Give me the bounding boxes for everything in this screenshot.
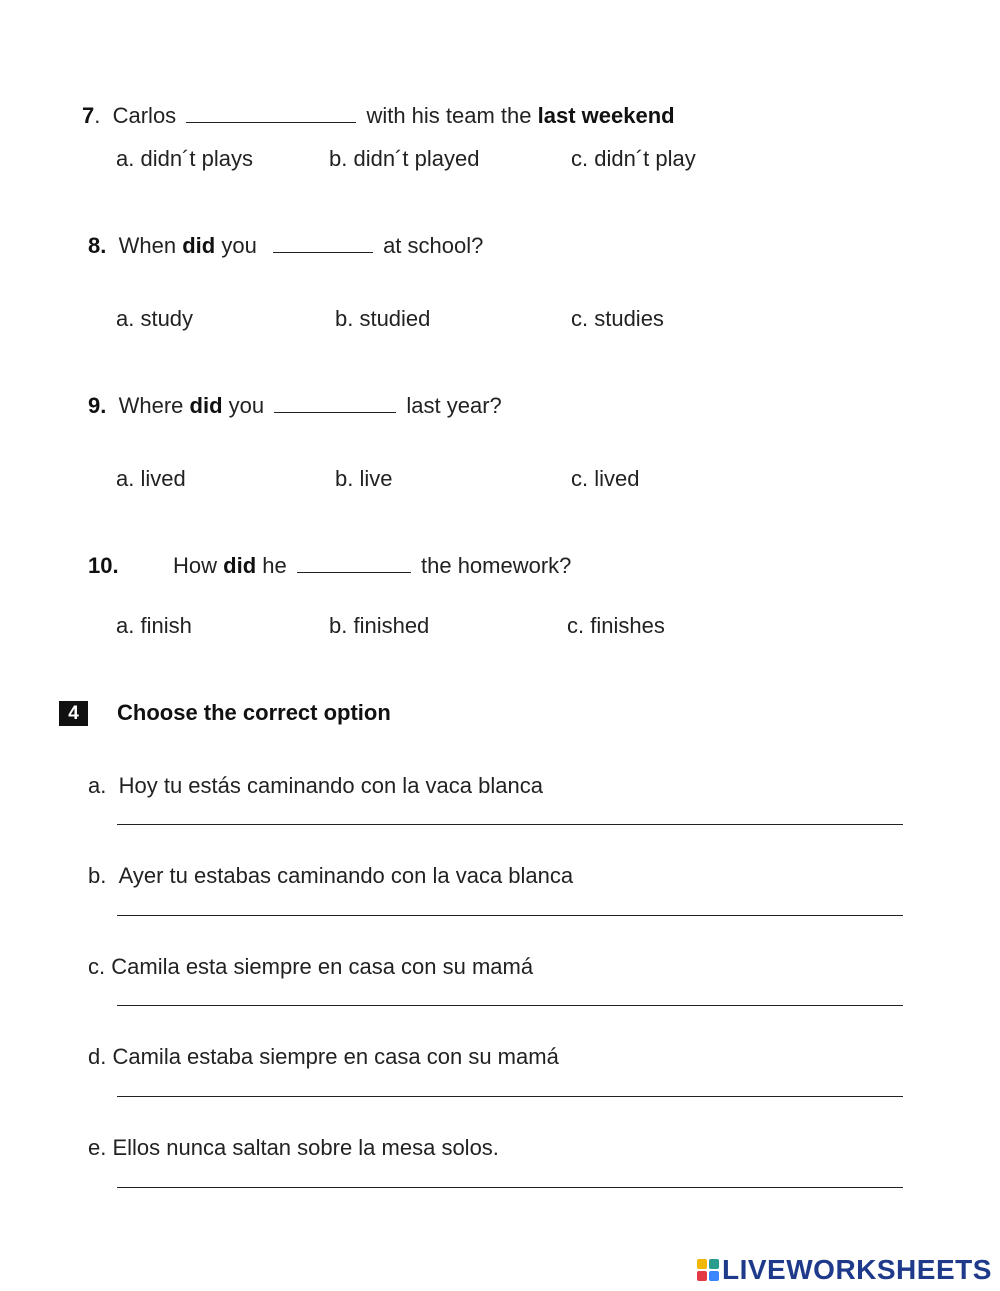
logo-block — [709, 1259, 719, 1269]
sentence-d — [88, 1044, 559, 1070]
sentence-c — [88, 954, 533, 980]
question-9 — [88, 393, 502, 419]
question-text-bold: did — [182, 233, 216, 258]
question-text-pre: How — [173, 553, 218, 578]
answer-blank[interactable] — [274, 411, 396, 413]
option-a[interactable]: a. finish — [116, 613, 192, 638]
answer-line-a[interactable] — [117, 824, 903, 825]
option-b[interactable]: b. didn´t played — [329, 146, 480, 171]
item-text: Ayer tu estabas caminando con la vaca blanca — [118, 863, 574, 888]
sentence-b — [88, 863, 573, 889]
item-letter: a. — [88, 773, 107, 798]
logo-block — [697, 1271, 707, 1281]
question-text-mid: he — [262, 553, 287, 578]
section-title: Choose the correct option — [117, 700, 391, 725]
question-10 — [88, 553, 119, 579]
logo-block — [697, 1259, 707, 1269]
logo-blocks-icon — [697, 1259, 719, 1281]
answer-blank[interactable] — [186, 121, 356, 123]
answer-line-c[interactable] — [117, 1005, 903, 1006]
logo-block — [709, 1271, 719, 1281]
option-b[interactable]: b. finished — [329, 613, 430, 638]
question-number: 9. — [88, 393, 107, 418]
item-text: Ellos nunca saltan sobre la mesa solos. — [112, 1135, 499, 1160]
sentence-a — [88, 773, 543, 799]
option-c[interactable]: c. studies — [571, 306, 664, 331]
question-text-post: at school? — [383, 233, 484, 258]
answer-blank[interactable] — [273, 251, 373, 253]
question-number: 7 — [82, 103, 95, 128]
question-7 — [82, 103, 675, 129]
question-text-bold: did — [223, 553, 257, 578]
question-number-punct: . — [94, 103, 101, 128]
section-number-badge: 4 — [59, 701, 88, 726]
option-b[interactable]: b. live — [335, 466, 393, 491]
question-text-pre: When — [118, 233, 177, 258]
question-text-mid: you — [228, 393, 265, 418]
option-c[interactable]: c. finishes — [567, 613, 665, 638]
answer-line-d[interactable] — [117, 1096, 903, 1097]
question-text-pre: Where — [118, 393, 184, 418]
question-text-bold: did — [189, 393, 223, 418]
question-text-mid: you — [221, 233, 257, 258]
question-10-text — [173, 553, 571, 579]
question-8 — [88, 233, 483, 259]
option-a[interactable]: a. study — [116, 306, 194, 331]
option-b[interactable]: b. studied — [335, 306, 431, 331]
question-text-pre: Carlos — [112, 103, 177, 128]
option-c[interactable]: c. didn´t play — [571, 146, 696, 171]
item-letter: d. — [88, 1044, 107, 1069]
item-letter: b. — [88, 863, 107, 888]
option-a[interactable]: a. lived — [116, 466, 186, 491]
question-text-bold: last weekend — [537, 103, 675, 128]
item-text: Camila esta siempre en casa con su mamá — [111, 954, 534, 979]
answer-line-e[interactable] — [117, 1187, 903, 1188]
question-text-post: last year? — [406, 393, 502, 418]
item-letter: c. — [88, 954, 106, 979]
answer-blank[interactable] — [297, 571, 411, 573]
option-a[interactable]: a. didn´t plays — [116, 146, 253, 171]
logo-text: LIVEWORKSHEETS — [722, 1254, 992, 1285]
answer-line-b[interactable] — [117, 915, 903, 916]
liveworksheets-logo[interactable] — [697, 1255, 992, 1285]
option-c[interactable]: c. lived — [571, 466, 640, 491]
item-letter: e. — [88, 1135, 107, 1160]
question-number: 10. — [88, 553, 119, 578]
question-text-post: with his team the — [366, 103, 532, 128]
sentence-e — [88, 1135, 499, 1161]
item-text: Camila estaba siempre en casa con su mamá — [112, 1044, 559, 1069]
question-number: 8. — [88, 233, 107, 258]
question-text-post: the homework? — [421, 553, 572, 578]
item-text: Hoy tu estás caminando con la vaca blanca — [118, 773, 543, 798]
